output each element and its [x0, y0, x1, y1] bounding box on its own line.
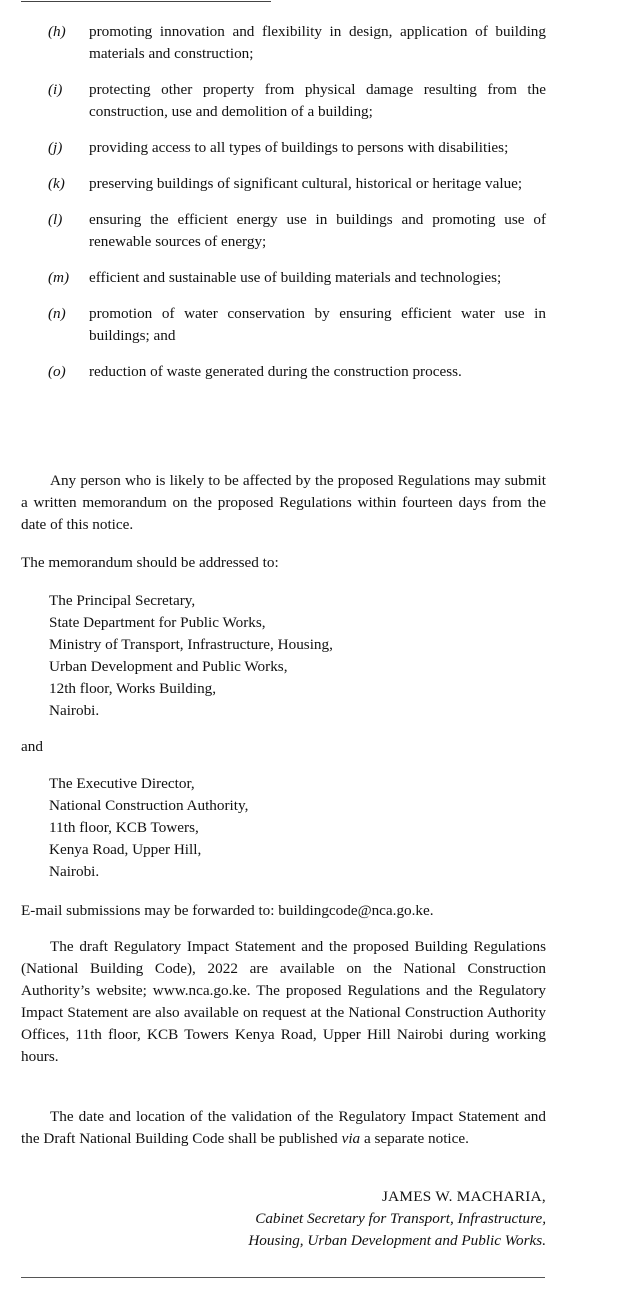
validation-paragraph — [21, 1106, 546, 1150]
list-item-text: preserving buildings of significant cultural, historical or heritage value; — [89, 175, 523, 192]
objectives-list — [21, 21, 546, 397]
draft-availability-paragraph: The draft Regulatory Impact Statement and the proposed Building Regulations (National Building Code), 2022 are available on the National Construction Authority’s website; www.nca.go.ke. The proposed Regulations and the Regulatory Impact Statement are also available on request at the National Construction Authority Offices, 11th floor, KCB Towers Kenya Road, Upper Hill Nairobi during working hours. — [21, 938, 546, 1065]
signatory-name: JAMES W. MACHARIA, — [381, 1188, 546, 1205]
list-item-text: promotion of water conservation by ensuring efficient water use in buildings; and — [89, 305, 546, 344]
validation-via: via — [341, 1130, 361, 1147]
address-line: 11th floor, KCB Towers, — [49, 819, 199, 836]
list-item-label: (o) — [48, 363, 66, 380]
list-item-text: providing access to all types of buildings to persons with disabilities; — [89, 139, 509, 156]
list-item-label: (i) — [48, 81, 63, 98]
list-item — [21, 267, 546, 289]
list-item-label: (j) — [48, 139, 63, 156]
address-line: Kenya Road, Upper Hill, — [49, 841, 202, 858]
list-item — [21, 361, 546, 383]
list-item-text: protecting other property from physical damage resulting from the construction, use and demolition of a building; — [89, 81, 546, 120]
address-line: National Construction Authority, — [49, 797, 249, 814]
list-item — [21, 79, 546, 123]
address-line: State Department for Public Works, — [49, 614, 266, 631]
signature-block — [21, 1186, 546, 1252]
validation-end: a separate notice. — [360, 1130, 469, 1147]
list-item — [21, 173, 546, 195]
list-item-label: (k) — [48, 175, 65, 192]
list-item-text: ensuring the efficient energy use in buildings and promoting use of renewable sources of energy; — [89, 211, 546, 250]
email-submission-line: E-mail submissions may be forwarded to: buildingcode@nca.go.ke. — [21, 902, 434, 919]
addressed-to-line: The memorandum should be addressed to: — [21, 554, 279, 571]
list-item-label: (l) — [48, 211, 63, 228]
list-item-label: (h) — [48, 23, 66, 40]
address-line: Ministry of Transport, Infrastructure, Housing, — [49, 636, 333, 653]
bottom-divider — [21, 1277, 545, 1278]
signatory-title-line2: Housing, Urban Development and Public Works. — [248, 1232, 546, 1249]
list-item-label: (n) — [48, 305, 66, 322]
top-divider — [21, 1, 271, 2]
list-item — [21, 209, 546, 253]
address-line: Urban Development and Public Works, — [49, 658, 288, 675]
address-line: The Principal Secretary, — [49, 592, 196, 609]
list-item — [21, 137, 546, 159]
list-item — [21, 303, 546, 347]
memorandum-paragraph: Any person who is likely to be affected by the proposed Regulations may submit a written memorandum on the proposed Regulations within fourteen days from the date of this notice. — [21, 472, 546, 533]
address-line: 12th floor, Works Building, — [49, 680, 217, 697]
address-executive-director — [21, 773, 574, 883]
address-line: The Executive Director, — [49, 775, 195, 792]
validation-text: The date and location of the validation of the Regulatory Impact Statement and the Draft National Building Code shall be published — [21, 1108, 546, 1147]
address-line: Nairobi. — [49, 863, 100, 880]
and-connector: and — [21, 738, 43, 755]
list-item-text: promoting innovation and flexibility in design, application of building materials and construction; — [89, 23, 546, 62]
list-item-label: (m) — [48, 269, 70, 286]
list-item-text: reduction of waste generated during the construction process. — [89, 363, 462, 380]
address-principal-secretary — [21, 590, 574, 722]
list-item-text: efficient and sustainable use of building materials and technologies; — [89, 269, 502, 286]
list-item — [21, 21, 546, 65]
address-line: Nairobi. — [49, 702, 100, 719]
signatory-title-line1: Cabinet Secretary for Transport, Infrastructure, — [255, 1210, 546, 1227]
